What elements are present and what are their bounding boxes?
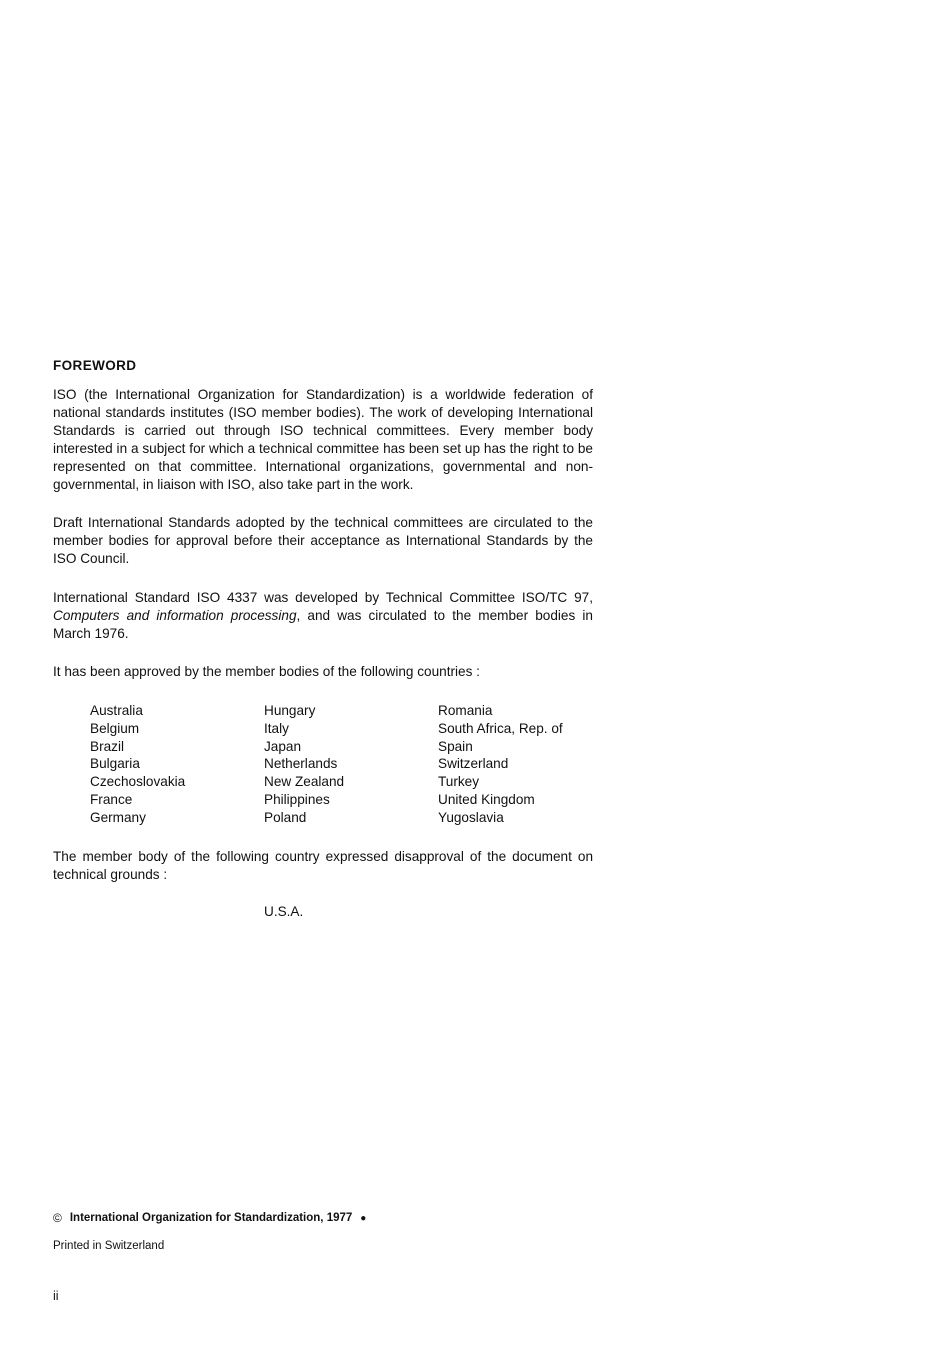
copyright-text: International Organization for Standardization, 1977 xyxy=(69,1212,353,1224)
country-item: Italy xyxy=(264,720,289,736)
section-heading: FOREWORD xyxy=(53,358,137,373)
printed-location: Printed in Switzerland xyxy=(53,1240,165,1252)
country-item: Switzerland xyxy=(438,756,509,772)
country-list-column-2 xyxy=(264,702,344,827)
country-item: Poland xyxy=(264,809,307,825)
copyright-notice xyxy=(53,1211,366,1225)
country-item: United Kingdom xyxy=(438,791,535,807)
country-item: Australia xyxy=(90,703,143,718)
disapproving-country: U.S.A. xyxy=(264,904,304,919)
country-list-column-3 xyxy=(438,702,563,827)
country-item: Yugoslavia xyxy=(438,809,504,825)
bullet-icon: ● xyxy=(360,1212,367,1224)
foreword-paragraph-2: Draft International Standards adopted by the technical committees are circulated to the member bodies for approval before their acceptance as International Standards by the ISO Council. xyxy=(53,515,593,566)
country-item: Romania xyxy=(438,703,493,718)
foreword-paragraph-1: ISO (the International Organization for Standardization) is a worldwide federation of national standards institutes (ISO member bodies). The work of developing International Standards is carried out through ISO technical committees. Every member body interested in a subject for which a technical committee has been set up has the right to be represented on that committee. International organizations, governmental and non-governmental, in liaison with ISO, also take part in the work. xyxy=(53,387,593,492)
country-item: Philippines xyxy=(264,791,330,807)
disapproval-intro: The member body of the following country expressed disapproval of the document on technical grounds : xyxy=(53,849,593,882)
country-item: South Africa, Rep. of xyxy=(438,720,563,736)
country-item: New Zealand xyxy=(264,774,345,790)
country-list-column-1 xyxy=(90,702,185,827)
country-item: France xyxy=(90,791,133,807)
approval-intro: It has been approved by the member bodies of the following countries : xyxy=(53,664,480,679)
country-item: Bulgaria xyxy=(90,756,140,772)
country-item: Belgium xyxy=(90,720,140,736)
paragraph-3-text-before: International Standard ISO 4337 was developed by Technical Committee ISO/TC 97, xyxy=(53,590,593,605)
copyright-icon: © xyxy=(53,1211,62,1225)
country-item: Brazil xyxy=(90,738,124,754)
country-item: Japan xyxy=(264,738,302,754)
country-item: Germany xyxy=(90,809,146,825)
country-item: Spain xyxy=(438,738,473,754)
country-item: Czechoslovakia xyxy=(90,774,186,790)
committee-title: Computers and information processing xyxy=(53,608,297,623)
paragraph-3-text-after: , and was circulated to the member bodies in March 1976. xyxy=(53,608,593,641)
country-item: Netherlands xyxy=(264,756,338,772)
foreword-paragraph-3 xyxy=(53,589,593,643)
country-item: Hungary xyxy=(264,703,316,718)
country-item: Turkey xyxy=(438,774,480,790)
page-number: ii xyxy=(53,1289,59,1303)
